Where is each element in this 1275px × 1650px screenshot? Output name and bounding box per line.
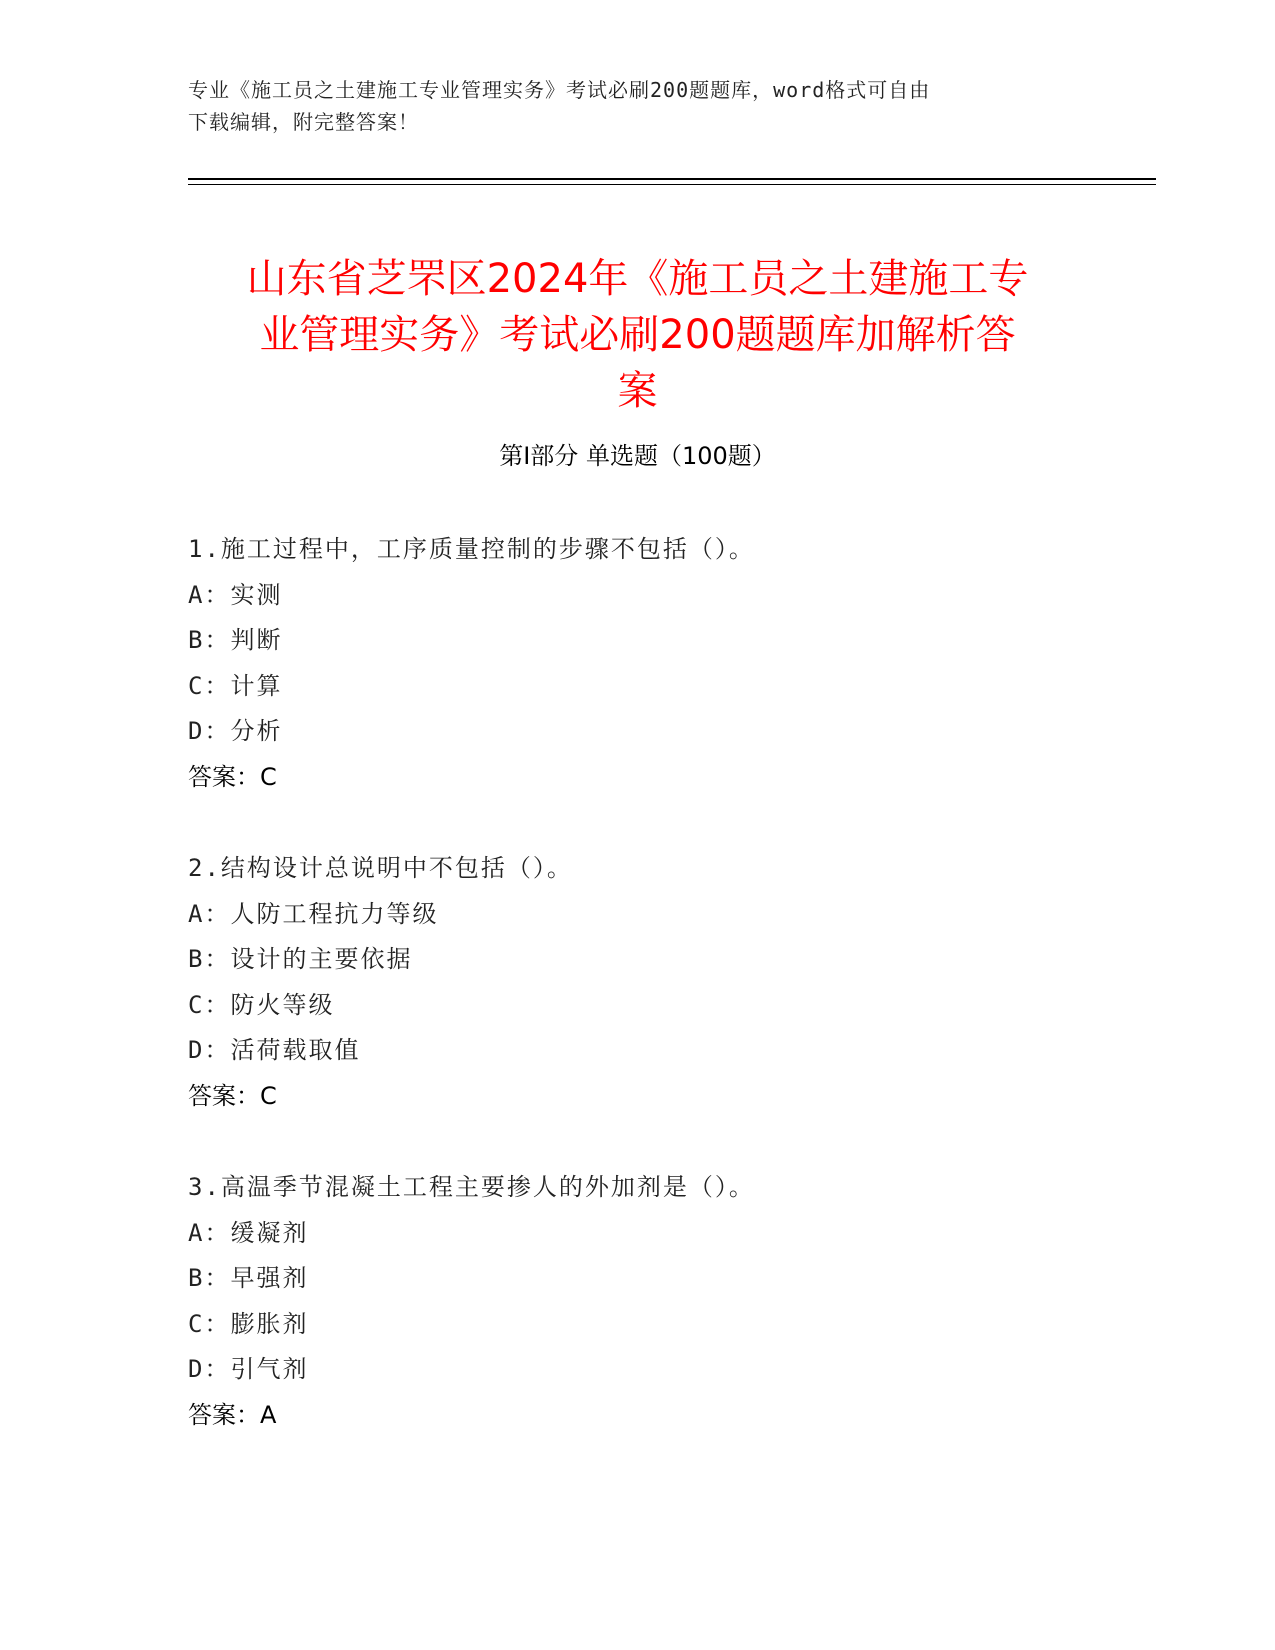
- header-note-line-1: 专业《施工员之土建施工专业管理实务》考试必刷200题题库，word格式可自由: [188, 78, 931, 102]
- question-stem: 1.施工过程中，工序质量控制的步骤不包括（）。: [188, 535, 755, 563]
- title-line-3: 案: [617, 367, 658, 414]
- question-3: [188, 1165, 1088, 1438]
- document-title: [180, 251, 1095, 419]
- option-d: D：分析: [188, 717, 283, 745]
- title-line-1: 山东省芝罘区2024年《施工员之土建施工专: [246, 255, 1029, 302]
- option-c: C：计算: [188, 671, 283, 700]
- title-line-2: 业管理实务》考试必刷200题题库加解析答: [259, 311, 1016, 358]
- question-stem: 3.高温季节混凝土工程主要掺人的外加剂是（）。: [188, 1173, 755, 1201]
- answer: 答案：C: [188, 762, 277, 791]
- option-c: C：膨胀剂: [188, 1309, 309, 1338]
- option-b: B：早强剂: [188, 1264, 309, 1292]
- option-c: C：防火等级: [188, 990, 335, 1019]
- header-note: [188, 74, 1088, 138]
- option-a: A：实测: [188, 580, 283, 609]
- header-note-line-2: 下载编辑，附完整答案！: [188, 110, 419, 134]
- option-a: A：缓凝剂: [188, 1218, 309, 1247]
- header-divider-thin: [188, 184, 1156, 185]
- question-stem: 2.结构设计总说明中不包括（）。: [188, 854, 573, 882]
- option-b: B：判断: [188, 626, 283, 654]
- header-divider-thick: [188, 178, 1156, 180]
- question-2: [188, 846, 1088, 1119]
- option-d: D：引气剂: [188, 1355, 309, 1383]
- answer: 答案：A: [188, 1400, 277, 1429]
- option-b: B：设计的主要依据: [188, 945, 413, 973]
- section-heading: 第Ⅰ部分 单选题（100题）: [499, 442, 776, 470]
- option-a: A：人防工程抗力等级: [188, 899, 439, 928]
- option-d: D：活荷载取值: [188, 1036, 361, 1064]
- answer: 答案：C: [188, 1081, 277, 1110]
- question-1: [188, 527, 1088, 800]
